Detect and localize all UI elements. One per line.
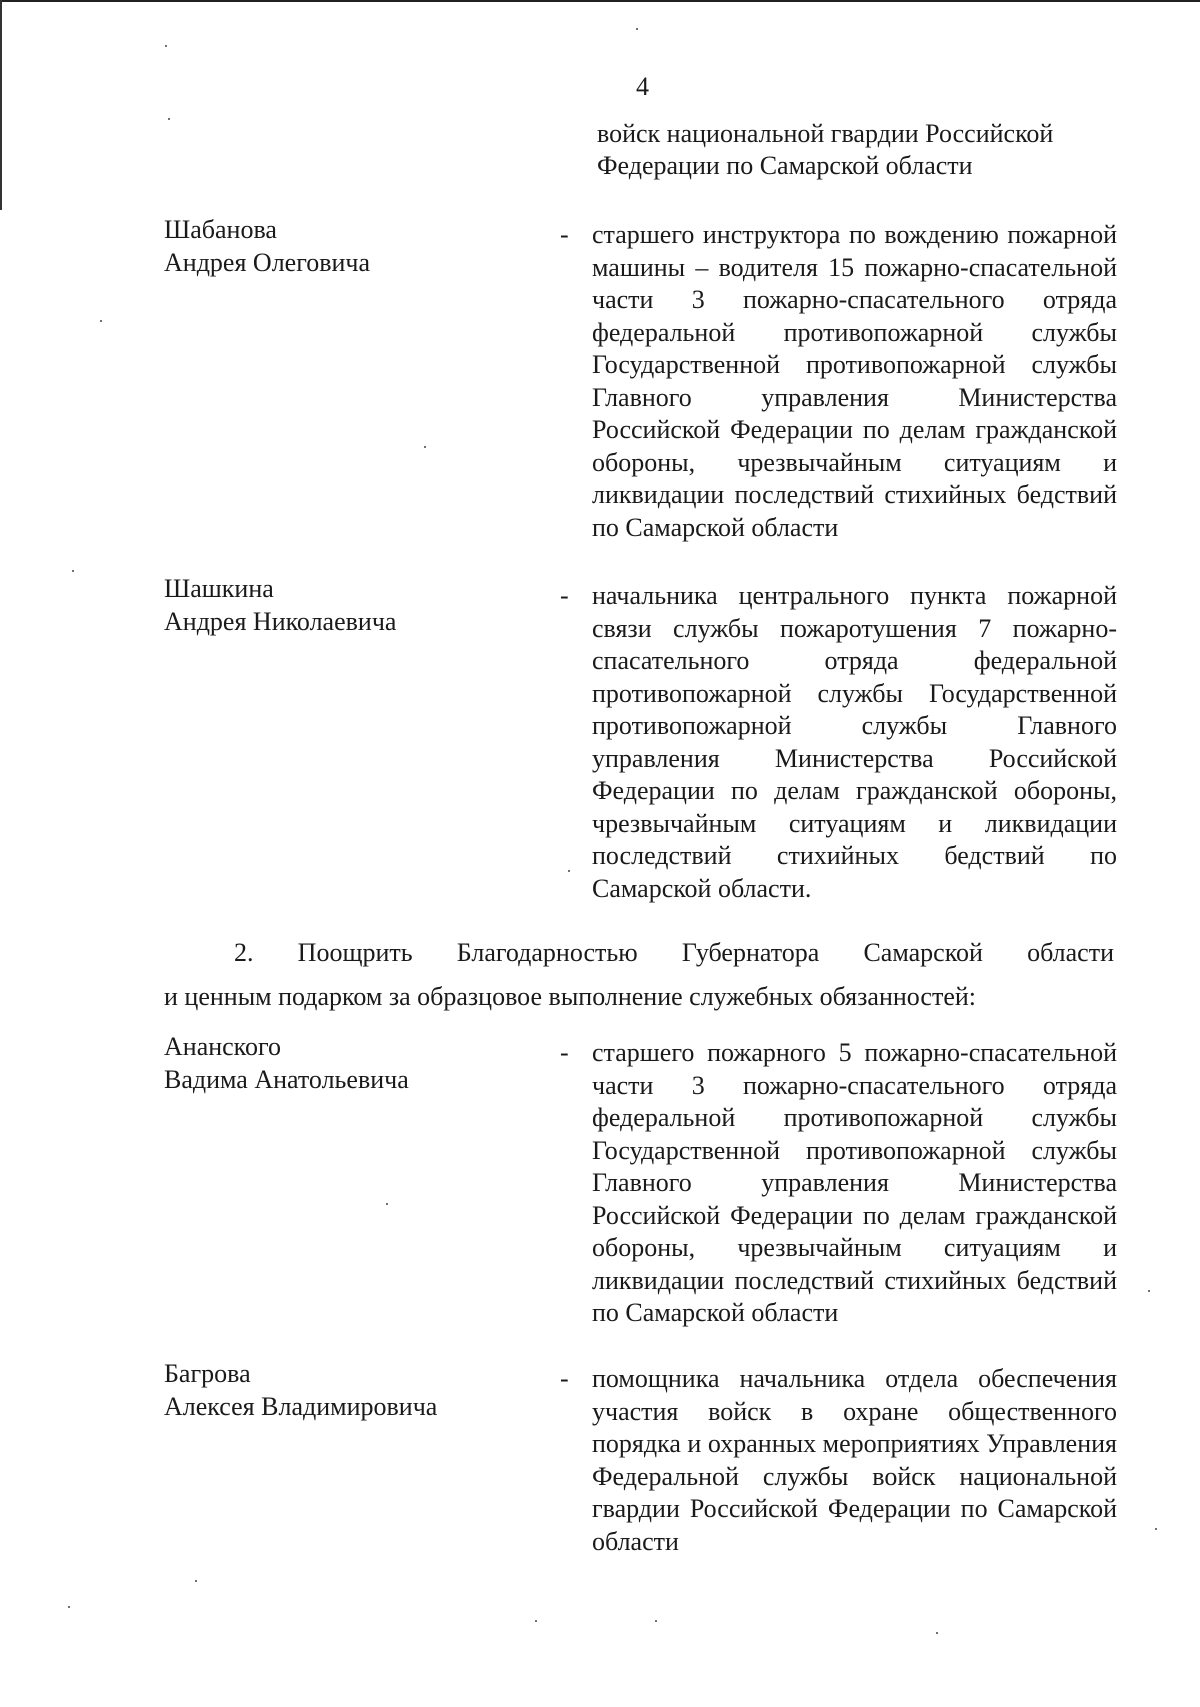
entry-dash: - xyxy=(560,581,569,610)
scan-speck xyxy=(165,45,167,47)
entry-surname: Шабанова xyxy=(164,215,277,244)
scan-edge-top xyxy=(0,0,1200,2)
scan-speck xyxy=(68,1606,70,1608)
scan-speck xyxy=(655,1620,657,1622)
entry-position: начальника центрального пункта пожарной связи службы пожаротушения 7 пожарно-спасательного отряда федеральной противопожарной службы Государственной противопожарной службы Главного управления Министерства Российской Федерации по делам гражданской обороны, чрезвычайным ситуациям и ликвидации последствий стихийных бедствий по Самарской области. xyxy=(592,581,1117,903)
intro-line-2: Федерации по Самарской области xyxy=(597,151,973,180)
entry-given-names: Андрея Николаевича xyxy=(164,606,397,636)
scan-speck xyxy=(936,1632,938,1634)
intro-line-1: войск национальной гвардии Российской xyxy=(597,119,1054,148)
scan-speck xyxy=(535,1620,537,1622)
scan-speck xyxy=(386,1203,388,1205)
entry-name xyxy=(164,573,484,638)
scan-speck xyxy=(168,118,170,120)
entry-given-names: Вадима Анатольевича xyxy=(164,1064,409,1094)
entry-dash: - xyxy=(560,1038,569,1067)
entry-given-names: Алексея Владимировича xyxy=(164,1391,438,1421)
entry-name xyxy=(164,1031,484,1096)
scan-edge-left xyxy=(0,0,2,210)
page-number: 4 xyxy=(636,72,649,101)
section2-line-1: 2. Поощрить Благодарностью Губернатора Самарской области xyxy=(234,938,1114,967)
entry-name xyxy=(164,214,484,279)
entry-position: помощника начальника отдела обеспечения участия войск в охране общественного порядка и охранных мероприятиях Управления Федеральной службы войск национальной гвардии Российской Федерации по Самарской области xyxy=(592,1364,1117,1556)
scan-speck xyxy=(1148,1290,1150,1292)
section2-line-2: и ценным подарком за образцовое выполнение служебных обязанностей: xyxy=(164,982,977,1011)
scan-speck xyxy=(195,1580,197,1582)
entry-name xyxy=(164,1358,484,1423)
entry-surname: Багрова xyxy=(164,1359,251,1388)
scan-speck xyxy=(72,570,74,572)
entry-given-names: Андрея Олеговича xyxy=(164,247,371,277)
entry-dash: - xyxy=(560,220,569,249)
entry-position: старшего инструктора по вождению пожарной машины – водителя 15 пожарно-спасательной части 3 пожарно-спасательного отряда федеральной противопожарной службы Государственной противопожарной службы Главного управления Министерства Российской Федерации по делам гражданской обороны, чрезвычайным ситуациям и ликвидации последствий стихийных бедствий по Самарской области xyxy=(592,220,1117,542)
scan-speck xyxy=(636,28,638,30)
scan-speck xyxy=(1155,1528,1157,1530)
entry-position: старшего пожарного 5 пожарно-спасательной части 3 пожарно-спасательного отряда федеральной противопожарной службы Государственной противопожарной службы Главного управления Министерства Российской Федерации по делам гражданской обороны, чрезвычайным ситуациям и ликвидации последствий стихийных бедствий по Самарской области xyxy=(592,1038,1117,1327)
scan-speck xyxy=(424,446,426,448)
scan-speck xyxy=(568,870,570,872)
entry-dash: - xyxy=(560,1364,569,1393)
scan-speck xyxy=(100,320,102,322)
entry-surname: Ананского xyxy=(164,1032,282,1061)
entry-surname: Шашкина xyxy=(164,574,274,603)
